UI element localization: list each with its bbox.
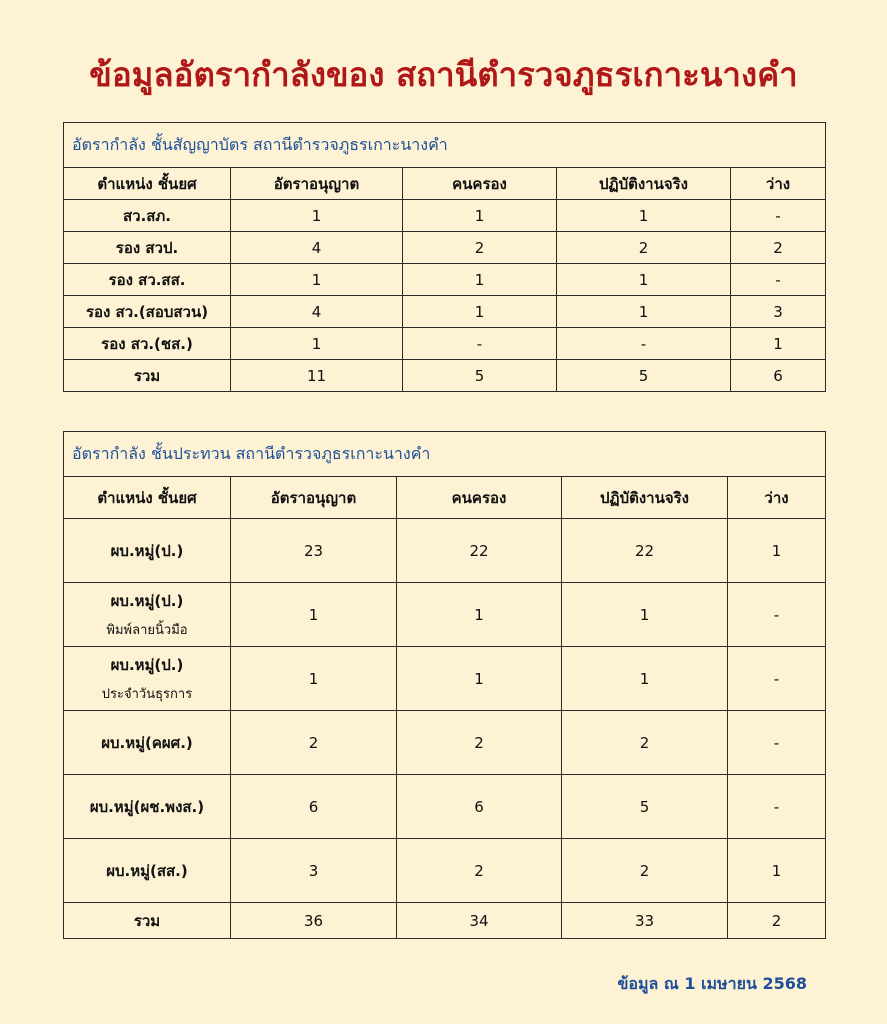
- rank-sublabel: พิมพ์ลายนิ้วมือ: [106, 623, 188, 638]
- value-cell: -: [728, 775, 826, 839]
- value-cell: 33: [562, 903, 728, 939]
- table-row: [64, 328, 826, 360]
- table-row: [64, 711, 826, 775]
- column-header: คนครอง: [403, 168, 557, 200]
- value-cell: -: [731, 200, 826, 232]
- value-cell: 1: [231, 200, 403, 232]
- value-cell: 4: [231, 232, 403, 264]
- column-header: อัตราอนุญาต: [231, 168, 403, 200]
- value-cell: 2: [231, 711, 397, 775]
- data-date-note: ข้อมูล ณ 1 เมษายน 2568: [617, 974, 807, 993]
- column-header: ว่าง: [728, 477, 826, 519]
- total-row: [64, 903, 826, 939]
- value-cell: 5: [403, 360, 557, 392]
- value-cell: 6: [231, 775, 397, 839]
- table-caption: อัตรากำลัง ชั้นประทวน สถานีตำรวจภูธรเกาะนางคำ: [64, 432, 826, 477]
- value-cell: 1: [728, 839, 826, 903]
- value-cell: 2: [728, 903, 826, 939]
- column-header: ว่าง: [731, 168, 826, 200]
- value-cell: 22: [562, 519, 728, 583]
- value-cell: 4: [231, 296, 403, 328]
- value-cell: 6: [397, 775, 562, 839]
- rank-label: ผบ.หมู่(ผช.พงส.): [89, 797, 205, 816]
- table-row: [64, 296, 826, 328]
- table-caption: อัตรากำลัง ชั้นสัญญาบัตร สถานีตำรวจภูธรเกาะนางคำ: [64, 123, 826, 168]
- value-cell: 1: [731, 328, 826, 360]
- value-cell: 1: [403, 264, 557, 296]
- value-cell: 1: [562, 583, 728, 647]
- value-cell: 2: [562, 839, 728, 903]
- value-cell: 36: [231, 903, 397, 939]
- rank-label: ผบ.หมู่(ป.): [110, 592, 184, 610]
- table-row: [64, 647, 826, 711]
- value-cell: 3: [231, 839, 397, 903]
- table-body: [64, 519, 826, 939]
- rank-label: ผบ.หมู่(สส.): [106, 861, 188, 880]
- table-row: [64, 519, 826, 583]
- value-cell: 2: [562, 711, 728, 775]
- rank-cell: [64, 647, 231, 711]
- value-cell: 5: [557, 360, 731, 392]
- rank-cell: รวม: [64, 903, 231, 939]
- value-cell: 1: [397, 583, 562, 647]
- value-cell: 1: [397, 647, 562, 711]
- value-cell: 1: [557, 296, 731, 328]
- value-cell: 1: [231, 583, 397, 647]
- value-cell: 2: [731, 232, 826, 264]
- value-cell: 1: [403, 200, 557, 232]
- page-title: ข้อมูลอัตรากำลังของ สถานีตำรวจภูธรเกาะนางคำ: [89, 55, 798, 94]
- column-header: คนครอง: [397, 477, 562, 519]
- column-header: อัตราอนุญาต: [231, 477, 397, 519]
- value-cell: -: [731, 264, 826, 296]
- value-cell: 34: [397, 903, 562, 939]
- value-cell: 2: [557, 232, 731, 264]
- table-row: [64, 264, 826, 296]
- rank-sublabel: ประจำวันธุรการ: [101, 687, 193, 702]
- rank-cell: [64, 583, 231, 647]
- rank-cell: [64, 519, 231, 583]
- value-cell: -: [403, 328, 557, 360]
- value-cell: 2: [397, 711, 562, 775]
- value-cell: 1: [231, 328, 403, 360]
- table-row: [64, 232, 826, 264]
- value-cell: 5: [562, 775, 728, 839]
- column-header: ตำแหน่ง ชั้นยศ: [64, 477, 231, 519]
- commissioned-officers-table: [63, 122, 826, 392]
- value-cell: 3: [731, 296, 826, 328]
- value-cell: 1: [557, 264, 731, 296]
- rank-cell: รวม: [64, 360, 231, 392]
- value-cell: -: [728, 583, 826, 647]
- value-cell: 1: [562, 647, 728, 711]
- table-row: [64, 360, 826, 392]
- rank-cell: รอง สว.สส.: [64, 264, 231, 296]
- rank-label: ผบ.หมู่(ป.): [110, 541, 184, 560]
- value-cell: -: [728, 647, 826, 711]
- non-commissioned-officers-table: [63, 431, 826, 939]
- table-row: [64, 200, 826, 232]
- table-row: [64, 775, 826, 839]
- column-header: ปฏิบัติงานจริง: [557, 168, 731, 200]
- value-cell: 2: [397, 839, 562, 903]
- value-cell: 1: [728, 519, 826, 583]
- value-cell: 11: [231, 360, 403, 392]
- value-cell: 1: [231, 647, 397, 711]
- value-cell: 2: [403, 232, 557, 264]
- rank-cell: รอง สว.(ชส.): [64, 328, 231, 360]
- rank-cell: [64, 711, 231, 775]
- value-cell: 1: [557, 200, 731, 232]
- table-row: [64, 583, 826, 647]
- rank-cell: รอง สว.(สอบสวน): [64, 296, 231, 328]
- value-cell: 6: [731, 360, 826, 392]
- rank-label: ผบ.หมู่(คผศ.): [101, 733, 193, 752]
- column-header: ปฏิบัติงานจริง: [562, 477, 728, 519]
- rank-cell: รอง สวป.: [64, 232, 231, 264]
- rank-cell: สว.สภ.: [64, 200, 231, 232]
- value-cell: -: [728, 711, 826, 775]
- value-cell: 22: [397, 519, 562, 583]
- value-cell: 1: [403, 296, 557, 328]
- value-cell: 1: [231, 264, 403, 296]
- value-cell: -: [557, 328, 731, 360]
- table-body: [64, 200, 826, 392]
- value-cell: 23: [231, 519, 397, 583]
- rank-cell: [64, 775, 231, 839]
- column-header: ตำแหน่ง ชั้นยศ: [64, 168, 231, 200]
- rank-label: ผบ.หมู่(ป.): [110, 656, 184, 674]
- table-row: [64, 839, 826, 903]
- rank-cell: [64, 839, 231, 903]
